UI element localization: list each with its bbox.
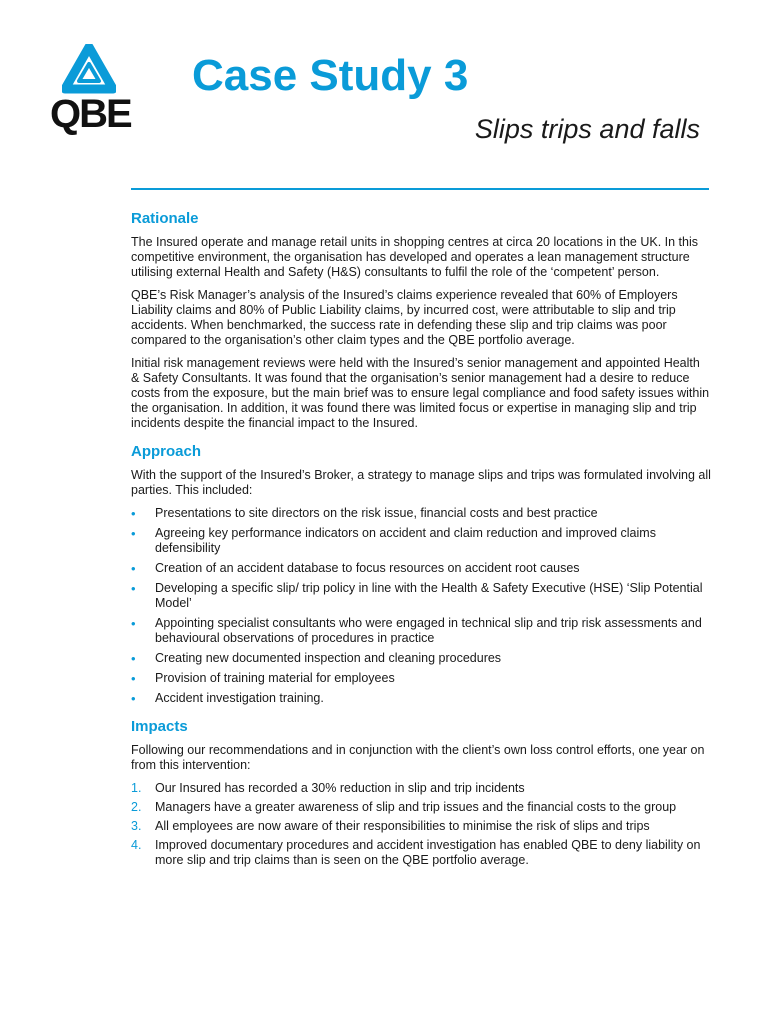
- rationale-section: [131, 210, 711, 431]
- list-item: • Creating new documented inspection and cleaning procedures: [131, 651, 711, 666]
- rationale-paragraph: Initial risk management reviews were held with the Insured’s senior management and appointed Health & Safety Consultants. It was found that the organisation’s senior management had a desire to reduce costs from the exposure, but the main brief was to ensure legal compliance and food safety issues within the organisation. In addition, it was found there was limited focus or expertise in managing slip and trip incidents despite the financial impact to the Insured.: [131, 356, 710, 430]
- list-number: 1.: [131, 781, 142, 795]
- list-number: 2.: [131, 800, 142, 814]
- approach-section: [131, 443, 711, 706]
- approach-heading: Approach: [131, 443, 202, 460]
- list-item-text: Improved documentary procedures and accident investigation has enabled QBE to deny liability on more slip and trip claims than is seen on the QBE portfolio average.: [155, 838, 701, 867]
- page-subtitle: Slips trips and falls: [474, 114, 700, 144]
- list-item: • Appointing specialist consultants who were engaged in technical slip and trip risk assessments and behavioural observations of procedures in practice: [131, 616, 711, 646]
- approach-bullet-list: [131, 506, 711, 706]
- list-item-text: Our Insured has recorded a 30% reduction in slip and trip incidents: [155, 781, 525, 795]
- list-item: [131, 838, 711, 868]
- list-item: [131, 819, 711, 834]
- impacts-intro: Following our recommendations and in conjunction with the client’s own loss control efforts, one year on from this intervention:: [131, 743, 705, 772]
- list-item: [131, 781, 711, 796]
- qbe-logo: [50, 44, 130, 140]
- list-item: • Presentations to site directors on the risk issue, financial costs and best practice: [131, 506, 711, 521]
- list-item: • Agreeing key performance indicators on accident and claim reduction and improved claims defensibility: [131, 526, 711, 556]
- rationale-paragraph: QBE’s Risk Manager’s analysis of the Insured’s claims experience revealed that 60% of Employers Liability claims and 80% of Public Liability claims, by incurred cost, were attributable to slip and trip accidents. When benchmarked, the success rate in defending these slip and trip claims was poor compared to the organisation’s other claim types and the QBE portfolio average.: [131, 288, 678, 347]
- list-item-text: All employees are now aware of their responsibilities to minimise the risk of slips and trips: [155, 819, 650, 833]
- impacts-section: [131, 718, 711, 868]
- document-body: [131, 210, 711, 880]
- rationale-heading: Rationale: [131, 210, 199, 227]
- logo-text: QBE: [50, 92, 131, 136]
- list-number: 3.: [131, 819, 142, 833]
- approach-intro: With the support of the Insured’s Broker, a strategy to manage slips and trips was formulated involving all parties. This included:: [131, 468, 711, 497]
- list-item: • Developing a specific slip/ trip policy in line with the Health & Safety Executive (HSE) ‘Slip Potential Model’: [131, 581, 711, 611]
- page-title: Case Study 3: [192, 51, 469, 100]
- list-number: 4.: [131, 838, 142, 852]
- list-item: [131, 800, 711, 815]
- rationale-paragraph: The Insured operate and manage retail units in shopping centres at circa 20 locations in the UK. In this competitive environment, the organisation has developed and operates a lean management structure utilising external Health and Safety (H&S) consultants to fulfil the role of the ‘competent’ person.: [131, 235, 698, 279]
- impacts-heading: Impacts: [131, 718, 188, 735]
- list-item: • Creation of an accident database to focus resources on accident root causes: [131, 561, 711, 576]
- header-divider: [131, 188, 709, 190]
- qbe-triangle-logo-icon: [62, 44, 116, 94]
- list-item: • Accident investigation training.: [131, 691, 711, 706]
- list-item-text: Managers have a greater awareness of slip and trip issues and the financial costs to the group: [155, 800, 677, 814]
- impacts-numbered-list: [131, 781, 711, 868]
- list-item: • Provision of training material for employees: [131, 671, 711, 686]
